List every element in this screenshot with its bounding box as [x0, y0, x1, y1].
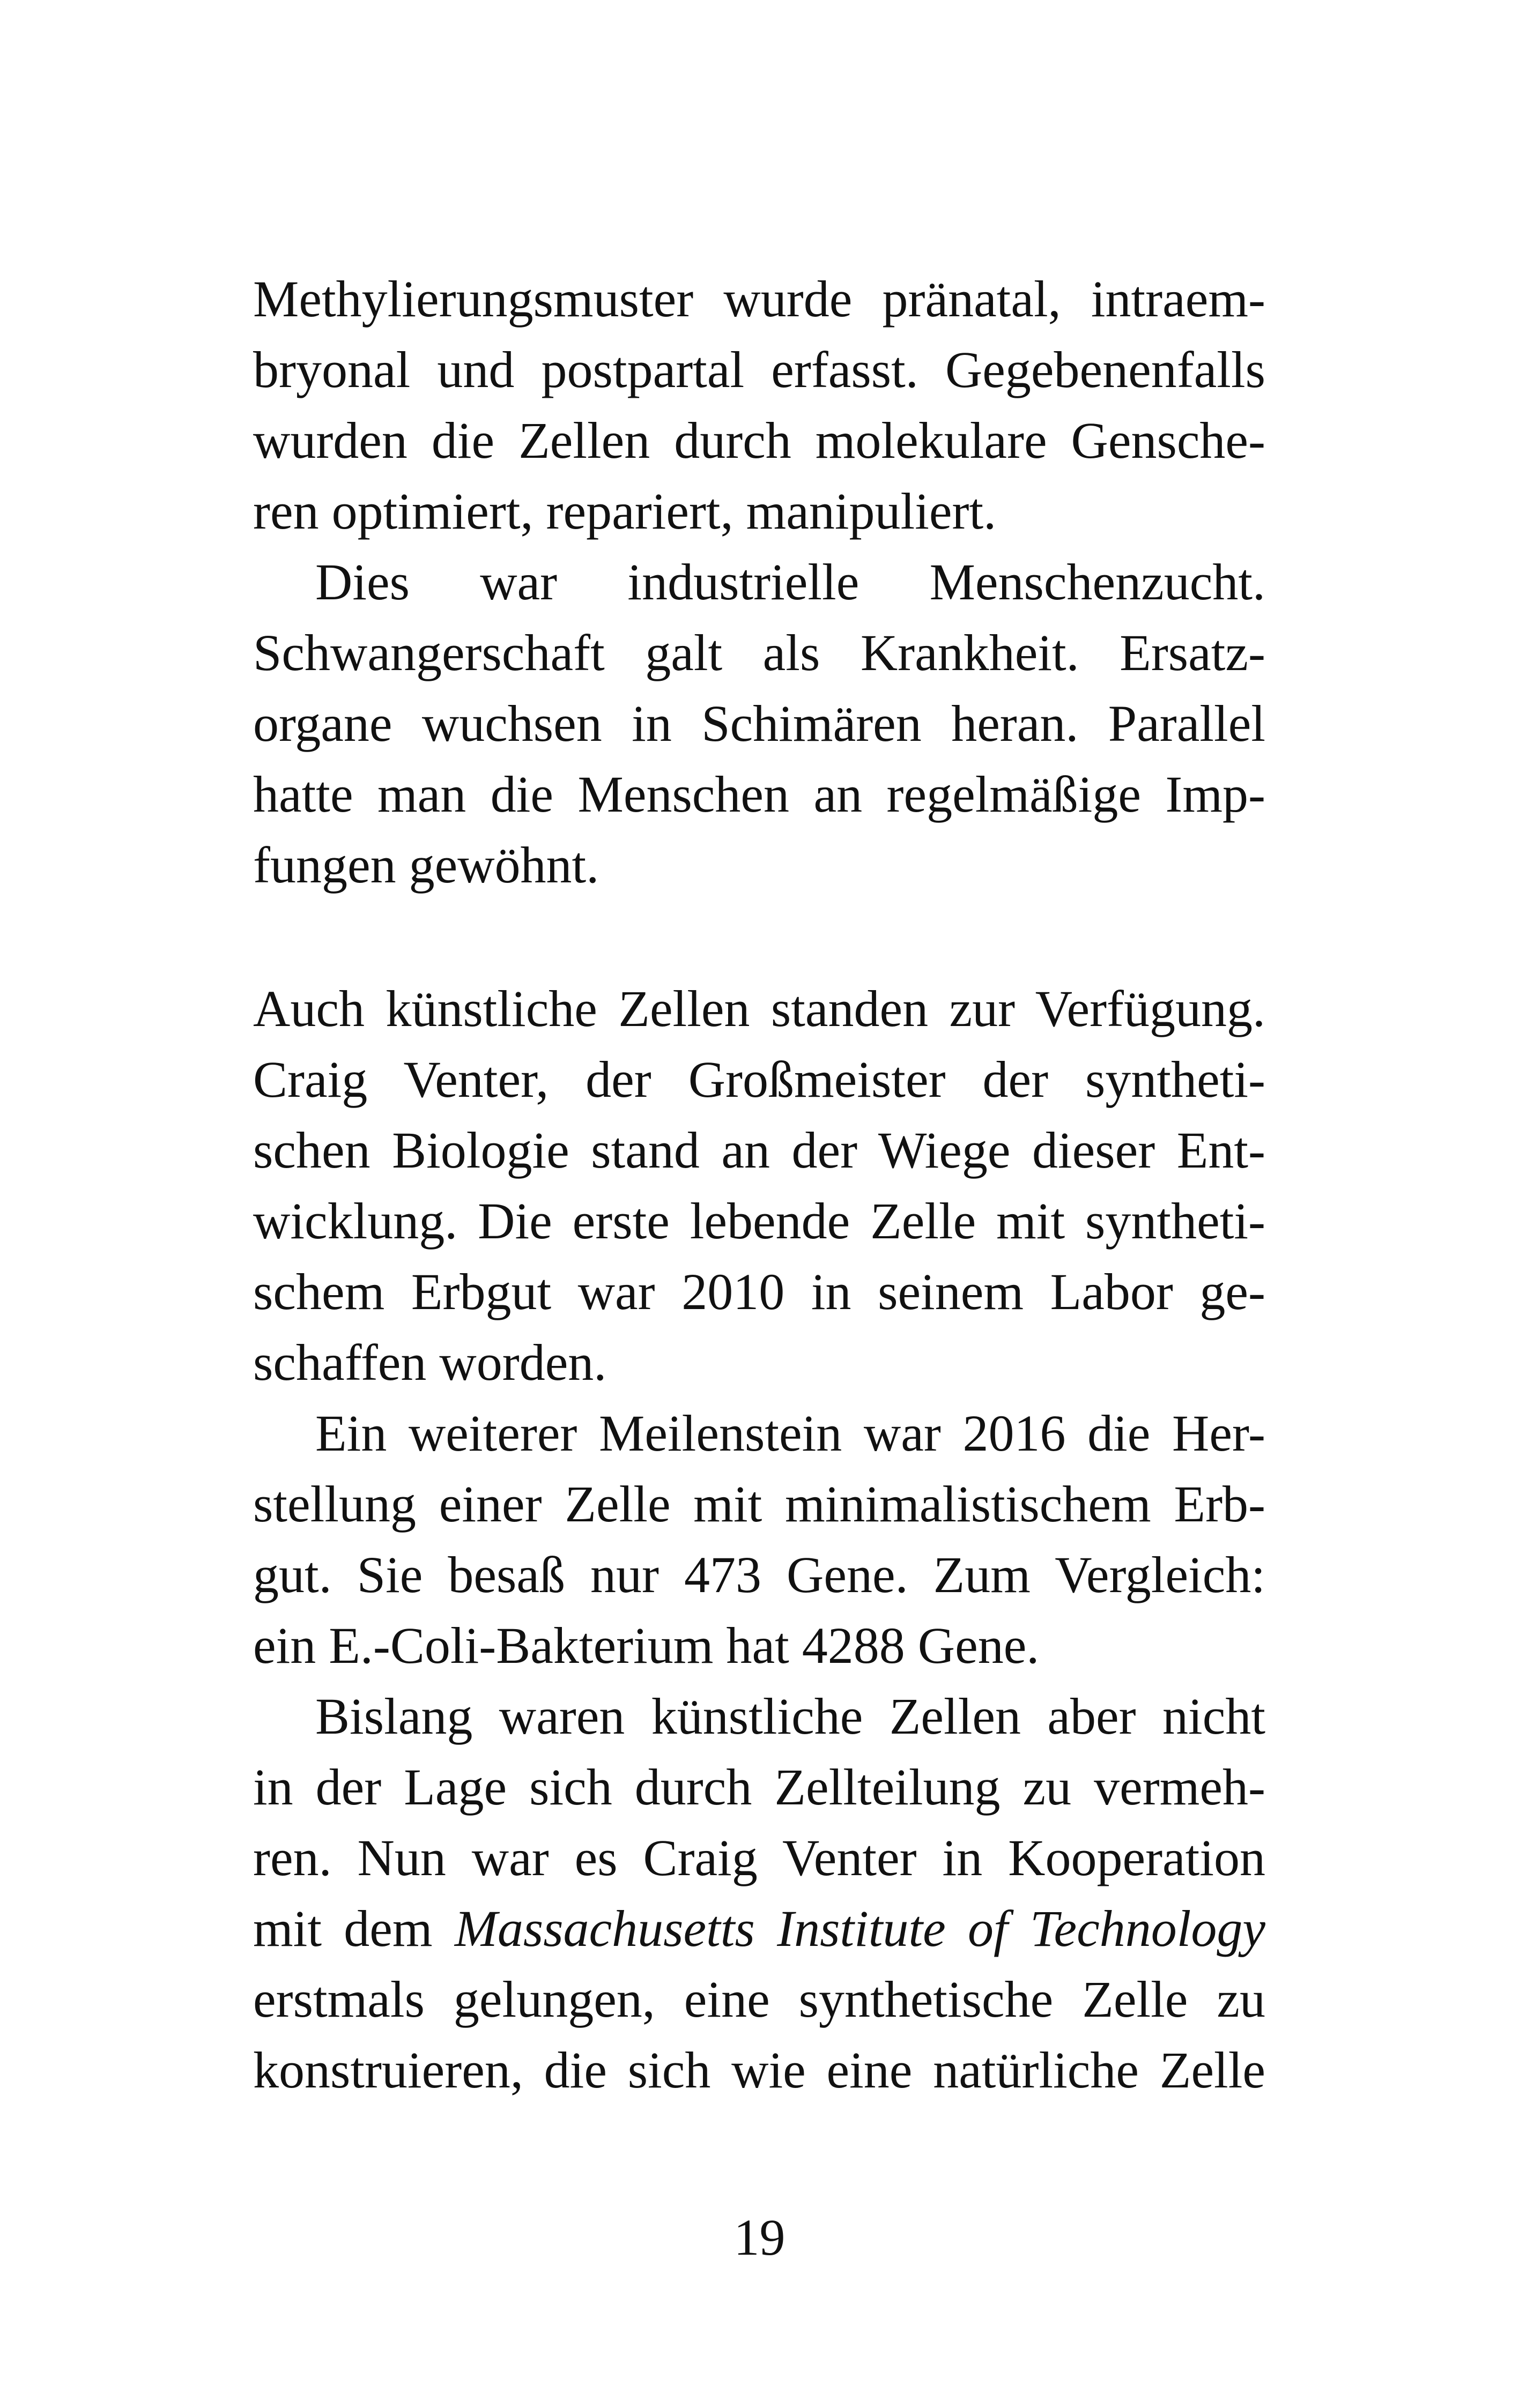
page-number: 19 [733, 2209, 786, 2266]
text-line: Bislang waren künstliche Zellen aber nicht [315, 1688, 1265, 1745]
text-line: Schwangerschaft galt als Krankheit. Ersatz- [253, 624, 1265, 681]
text-line: ein E.-Coli-Bakterium hat 4288 Gene. [253, 1617, 1040, 1674]
text-line: wicklung. Die erste lebende Zelle mit syntheti- [253, 1192, 1265, 1250]
text-line: in der Lage sich durch Zellteilung zu vermeh- [253, 1758, 1265, 1816]
text-line: erstmals gelungen, eine synthetische Zelle zu [253, 1971, 1265, 2028]
text-line: Auch künstliche Zellen standen zur Verfügung. [253, 980, 1265, 1037]
italic-institution-name: Massachusetts Institute of Technology [454, 1900, 1266, 1957]
text-line: gut. Sie besaß nur 473 Gene. Zum Vergleich: [253, 1546, 1265, 1603]
text-line: Ein weiterer Meilenstein war 2016 die Her- [315, 1404, 1265, 1462]
text-line: Methylierungsmuster wurde pränatal, intraem- [253, 270, 1265, 328]
text-line: wurden die Zellen durch molekulare Gensche- [253, 412, 1265, 469]
text-line: schen Biologie stand an der Wiege dieser Ent- [253, 1121, 1265, 1179]
text-line: ren. Nun war es Craig Venter in Kooperation [253, 1829, 1265, 1886]
text-line: organe wuchsen in Schimären heran. Parallel [253, 695, 1265, 752]
text-line: hatte man die Menschen an regelmäßige Imp- [253, 765, 1265, 823]
text-line: stellung einer Zelle mit minimalistischem Erb- [253, 1475, 1265, 1533]
text-line-with-italic [253, 1893, 1265, 1964]
text-segment: mit dem [253, 1900, 433, 1957]
text-line: schem Erbgut war 2010 in seinem Labor ge- [253, 1263, 1265, 1320]
text-line: fungen gewöhnt. [253, 836, 599, 894]
text-line: bryonal und postpartal erfasst. Gegebenenfalls [253, 341, 1265, 398]
text-line: schaffen worden. [253, 1334, 607, 1391]
text-line: ren optimiert, repariert, manipuliert. [253, 482, 997, 540]
text-line: Dies war industrielle Menschenzucht. [315, 553, 1265, 611]
text-line: Craig Venter, der Großmeister der syntheti- [253, 1051, 1265, 1108]
text-line: konstruieren, die sich wie eine natürliche Zelle [253, 2041, 1265, 2099]
